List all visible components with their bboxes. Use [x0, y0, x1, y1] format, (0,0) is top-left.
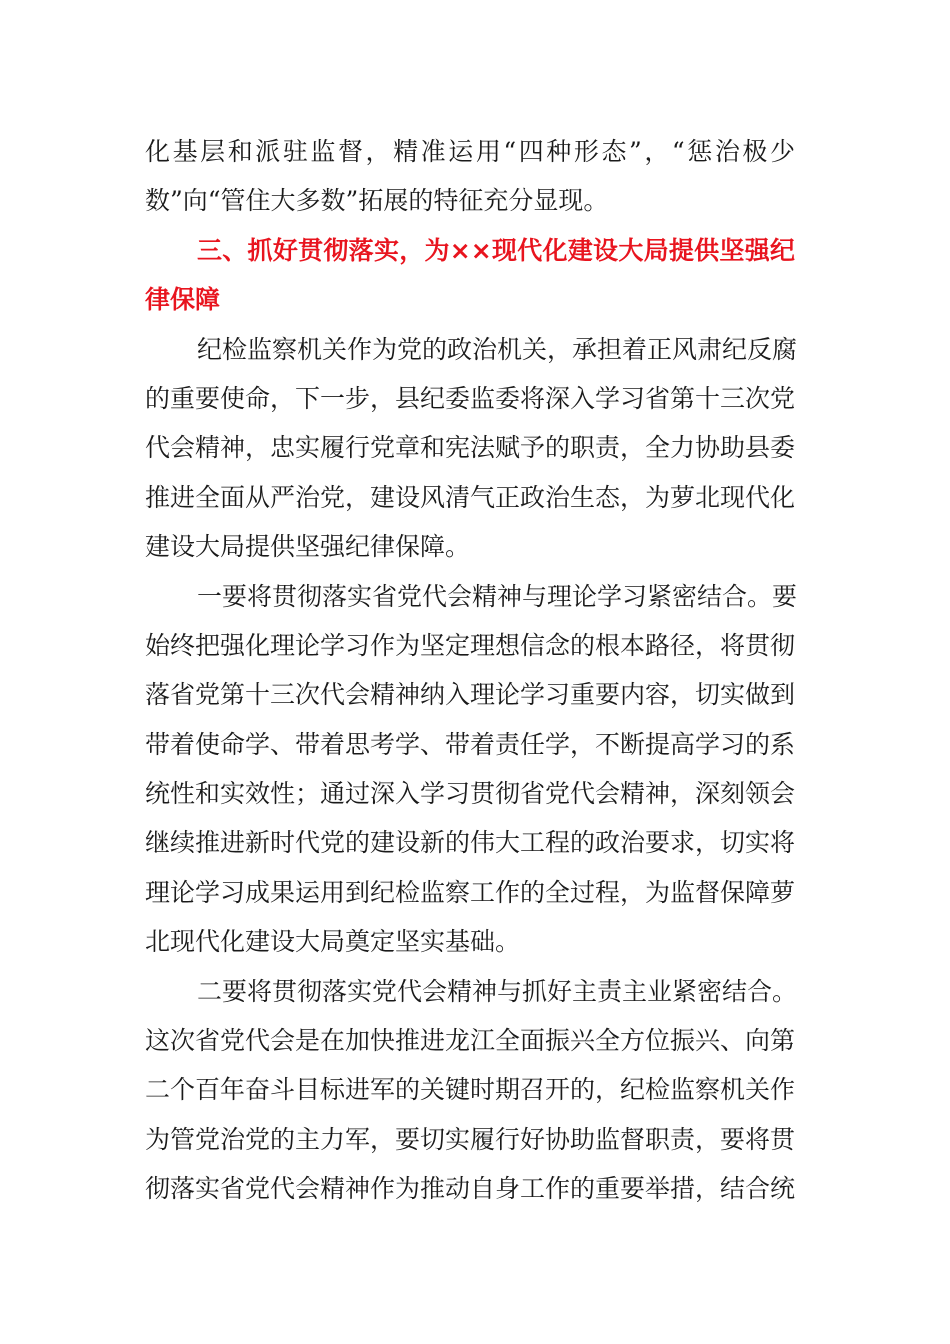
text-line: 化基层和派驻监督，精准运用“四种形态”，“惩治极少 — [145, 137, 795, 166]
section-heading-three — [145, 226, 795, 325]
paragraph-point-two — [145, 967, 798, 1214]
text-line: 纪检监察机关作为党的政治机关，承担着正风肃纪反腐 — [197, 334, 798, 364]
text-line: 北现代化建设大局奠定坚实基础。 — [145, 927, 521, 957]
text-line: 一要将贯彻落实省党代会精神与理论学习紧密结合。要 — [197, 581, 798, 611]
text-line: 带着使命学、带着思考学、带着责任学，不断提高学习的系 — [145, 729, 796, 759]
heading-line: 律保障 — [145, 285, 221, 315]
text-line: 落省党第十三次代会精神纳入理论学习重要内容，切实做到 — [145, 680, 796, 710]
text-line: 始终把强化理论学习作为坚定理想信念的根本路径，将贯彻 — [145, 630, 796, 660]
text-line: 的重要使命，下一步，县纪委监委将深入学习省第十三次党 — [145, 383, 796, 413]
paragraph-supervision-continuation — [145, 127, 795, 226]
text-line: 二要将贯彻落实党代会精神与抓好主责主业紧密结合。 — [197, 976, 798, 1006]
text-line: 继续推进新时代党的建设新的伟大工程的政治要求，切实将 — [145, 828, 796, 858]
text-line: 建设大局提供坚强纪律保障。 — [145, 532, 471, 562]
text-line: 为管党治党的主力军，要切实履行好协助监督职责，要将贯 — [145, 1124, 796, 1154]
text-line: 这次省党代会是在加快推进龙江全面振兴全方位振兴、向第 — [145, 1026, 796, 1056]
text-line: 统性和实效性；通过深入学习贯彻省党代会精神，深刻领会 — [145, 779, 796, 809]
text-line: 理论学习成果运用到纪检监察工作的全过程，为监督保障萝 — [145, 877, 796, 907]
text-line: 数”向“管住大多数”拓展的特征充分显现。 — [145, 186, 609, 216]
paragraph-mission — [145, 325, 798, 572]
text-line: 推进全面从严治党，建设风清气正政治生态，为萝北现代化 — [145, 482, 796, 512]
text-line: 二个百年奋斗目标进军的关键时期召开的，纪检监察机关作 — [145, 1075, 796, 1105]
heading-line: 三、抓好贯彻落实，为××现代化建设大局提供坚强纪 — [197, 235, 795, 265]
text-line: 彻落实省党代会精神作为推动自身工作的重要举措，结合统 — [145, 1174, 796, 1204]
text-line: 代会精神，忠实履行党章和宪法赋予的职责，全力协助县委 — [145, 433, 796, 463]
paragraph-point-one — [145, 572, 798, 967]
document-body — [145, 127, 798, 1214]
